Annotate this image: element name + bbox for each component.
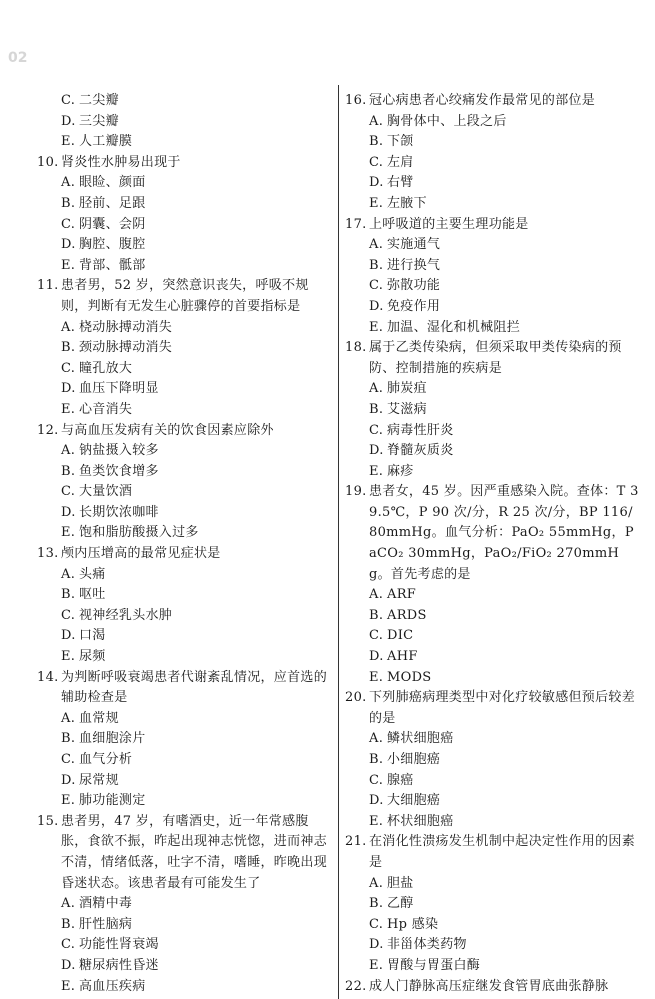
question-stem xyxy=(37,421,331,442)
option-text: 胃酸与胃蛋白酶 xyxy=(387,957,481,973)
question-number: 10. xyxy=(37,154,59,170)
answer-option xyxy=(37,441,331,462)
answer-option xyxy=(345,462,641,483)
option-label: C. xyxy=(61,752,76,767)
option-label: A. xyxy=(369,731,384,747)
answer-option xyxy=(345,297,641,318)
question-text: 患者男，52 岁，突然意识丧失，呼吸不规则，判断有无发生心脏骤停的首要指标是 xyxy=(61,278,309,314)
option-label: E. xyxy=(61,793,76,809)
answer-option xyxy=(37,626,331,647)
answer-option xyxy=(345,956,641,977)
question-stem xyxy=(345,215,641,236)
option-label: E. xyxy=(61,978,76,994)
question-item xyxy=(345,338,641,482)
option-label: C. xyxy=(61,937,76,953)
answer-option xyxy=(37,709,331,730)
answer-option xyxy=(37,235,331,256)
question-item xyxy=(37,91,331,153)
option-text: 呕吐 xyxy=(79,587,106,603)
question-number: 11. xyxy=(37,278,59,294)
answer-option xyxy=(345,585,641,606)
option-text: 血气分析 xyxy=(79,752,133,767)
question-text: 下列肺癌病理类型中对化疗较敏感但预后较差的是 xyxy=(369,690,636,726)
option-text: 肝性脑病 xyxy=(79,916,133,932)
option-label: E. xyxy=(369,813,384,829)
option-text: 桡动脉搏动消失 xyxy=(79,319,173,335)
option-text: AHF xyxy=(387,649,418,665)
option-label: E. xyxy=(61,257,76,273)
answer-option xyxy=(345,379,641,400)
option-label: B. xyxy=(369,134,384,150)
question-number: 22. xyxy=(345,978,367,994)
question-stem xyxy=(345,832,641,873)
question-stem xyxy=(345,977,641,998)
option-text: 胫前、足跟 xyxy=(79,195,146,211)
option-text: 三尖瓣 xyxy=(79,113,119,129)
page-number: 02 xyxy=(8,50,28,66)
answer-option xyxy=(37,318,331,339)
option-label: C. xyxy=(61,607,76,623)
answer-option xyxy=(37,482,331,503)
question-stem xyxy=(37,544,331,565)
answer-option xyxy=(345,729,641,750)
answer-option xyxy=(37,771,331,792)
option-text: 右臂 xyxy=(387,175,414,191)
question-number: 20. xyxy=(345,690,367,706)
answer-option xyxy=(345,256,641,277)
right-column xyxy=(345,91,641,997)
answer-option xyxy=(37,915,331,936)
option-label: D. xyxy=(61,113,76,129)
option-label: D. xyxy=(61,957,76,973)
answer-option xyxy=(345,915,641,936)
option-text: 视神经乳头水肿 xyxy=(79,607,173,623)
option-label: A. xyxy=(61,710,76,726)
question-text: 与高血压发病有关的饮食因素应除外 xyxy=(61,422,274,438)
question-item xyxy=(37,812,331,997)
option-text: 大量饮酒 xyxy=(79,484,133,500)
answer-option xyxy=(37,215,331,236)
left-column xyxy=(37,91,331,997)
answer-option xyxy=(345,812,641,833)
option-text: 眼睑、颜面 xyxy=(79,175,146,191)
option-text: ARF xyxy=(387,587,417,603)
option-text: 鳞状细胞癌 xyxy=(387,731,454,747)
option-text: 麻疹 xyxy=(387,463,414,479)
answer-option xyxy=(37,91,331,112)
answer-option xyxy=(345,668,641,689)
option-text: 腺癌 xyxy=(387,772,414,788)
option-text: 免疫作用 xyxy=(387,298,441,314)
option-label: D. xyxy=(61,381,76,397)
option-label: B. xyxy=(369,607,384,623)
option-label: D. xyxy=(369,937,384,953)
question-number: 19. xyxy=(345,484,367,500)
answer-option xyxy=(345,153,641,174)
option-label: E. xyxy=(369,669,384,685)
option-label: E. xyxy=(61,401,76,417)
option-label: A. xyxy=(369,113,384,129)
option-label: D. xyxy=(369,793,384,809)
question-text: 在消化性溃疡发生机制中起决定性作用的因素是 xyxy=(369,834,636,870)
answer-option xyxy=(37,791,331,812)
option-text: 人工瓣膜 xyxy=(79,134,133,150)
option-text: DIC xyxy=(387,628,414,644)
option-label: C. xyxy=(369,772,384,788)
option-label: B. xyxy=(369,752,384,767)
question-item xyxy=(37,544,331,668)
answer-option xyxy=(37,338,331,359)
answer-option xyxy=(345,750,641,771)
question-item xyxy=(37,421,331,545)
option-label: A. xyxy=(61,896,76,912)
option-text: 左腋下 xyxy=(387,195,427,211)
option-text: 非甾体类药物 xyxy=(387,937,467,953)
answer-option xyxy=(37,606,331,627)
question-stem xyxy=(345,91,641,112)
question-stem xyxy=(37,668,331,709)
option-label: D. xyxy=(61,772,76,788)
option-text: 血细胞涂片 xyxy=(79,731,146,747)
option-label: C. xyxy=(61,360,76,376)
answer-option xyxy=(37,359,331,380)
option-text: 下颌 xyxy=(387,134,414,150)
question-stem xyxy=(37,276,331,317)
option-text: 小细胞癌 xyxy=(387,752,441,767)
option-text: 钠盐摄入较多 xyxy=(79,443,159,459)
question-stem xyxy=(345,688,641,729)
question-item xyxy=(345,482,641,688)
option-text: MODS xyxy=(387,669,432,685)
option-label: D. xyxy=(369,175,384,191)
question-text: 冠心病患者心绞痛发作最常见的部位是 xyxy=(369,93,596,108)
answer-option xyxy=(37,256,331,277)
answer-option xyxy=(345,112,641,133)
answer-option xyxy=(37,647,331,668)
answer-option xyxy=(37,585,331,606)
option-text: 长期饮浓咖啡 xyxy=(79,504,159,520)
question-number: 21. xyxy=(345,834,367,850)
answer-option xyxy=(345,935,641,956)
answer-option xyxy=(345,400,641,421)
question-number: 18. xyxy=(345,340,367,356)
question-item xyxy=(345,215,641,339)
option-text: 尿常规 xyxy=(79,772,119,788)
answer-option xyxy=(345,791,641,812)
option-label: C. xyxy=(369,422,384,438)
option-label: A. xyxy=(61,319,76,335)
question-item xyxy=(345,688,641,832)
question-stem xyxy=(37,153,331,174)
option-label: C. xyxy=(61,484,76,500)
question-text: 患者女，45 岁。因严重感染入院。查体：T 39.5℃，P 90 次/分，R 25 次/分，BP 116/80mmHg。血气分析：PaO₂ 55mmHg，PaCO₂ 30mmHg，PaO₂/FiO₂ 270mmHg。首先考虑的是 xyxy=(369,484,639,582)
answer-option xyxy=(37,173,331,194)
option-text: 血常规 xyxy=(79,710,119,726)
option-text: 胆盐 xyxy=(387,875,414,891)
answer-option xyxy=(345,421,641,442)
option-text: 饱和脂肪酸摄入过多 xyxy=(79,525,199,541)
option-label: B. xyxy=(61,731,76,747)
answer-option xyxy=(345,441,641,462)
option-label: B. xyxy=(369,401,384,417)
answer-option xyxy=(345,235,641,256)
question-number: 12. xyxy=(37,422,59,438)
option-label: C. xyxy=(61,216,76,232)
question-text: 颅内压增高的最常见症状是 xyxy=(61,546,221,562)
option-text: 尿频 xyxy=(79,649,106,665)
answer-option xyxy=(345,647,641,668)
answer-option xyxy=(37,503,331,524)
option-text: 功能性肾衰竭 xyxy=(79,937,159,953)
answer-option xyxy=(345,606,641,627)
option-text: 加温、湿化和机械阻拦 xyxy=(387,319,521,335)
option-label: C. xyxy=(61,93,76,108)
option-text: 脊髓灰质炎 xyxy=(387,443,454,459)
option-text: 左肩 xyxy=(387,154,414,170)
answer-option xyxy=(37,750,331,771)
answer-option xyxy=(37,729,331,750)
question-text: 肾炎性水肿易出现于 xyxy=(61,154,181,170)
answer-option xyxy=(37,935,331,956)
option-label: D. xyxy=(369,443,384,459)
option-text: 乙醇 xyxy=(387,896,414,912)
answer-option xyxy=(37,565,331,586)
answer-option xyxy=(37,194,331,215)
question-item xyxy=(345,977,641,998)
question-number: 15. xyxy=(37,813,59,829)
option-text: 背部、骶部 xyxy=(79,257,146,273)
option-label: A. xyxy=(369,237,384,253)
option-text: 大细胞癌 xyxy=(387,793,441,809)
option-text: 心音消失 xyxy=(79,401,133,417)
option-text: Hp 感染 xyxy=(387,916,439,932)
option-label: E. xyxy=(61,134,76,150)
option-label: E. xyxy=(369,319,384,335)
question-item xyxy=(345,91,641,215)
option-label: D. xyxy=(369,649,384,665)
question-item xyxy=(37,153,331,277)
question-text: 属于乙类传染病，但须采取甲类传染病的预防、控制措施的疾病是 xyxy=(369,340,622,376)
option-text: 阴囊、会阴 xyxy=(79,216,146,232)
option-label: D. xyxy=(369,298,384,314)
option-label: E. xyxy=(369,195,384,211)
option-text: 进行换气 xyxy=(387,257,441,273)
answer-option xyxy=(345,194,641,215)
question-text: 成人门静脉高压症继发食管胃底曲张静脉 xyxy=(369,978,609,994)
answer-option xyxy=(37,379,331,400)
option-label: B. xyxy=(369,257,384,273)
option-text: 肺功能测定 xyxy=(79,793,146,809)
option-label: B. xyxy=(61,587,76,603)
option-text: 糖尿病性昏迷 xyxy=(79,957,159,973)
answer-option xyxy=(37,977,331,998)
option-label: D. xyxy=(61,237,76,253)
option-label: D. xyxy=(61,504,76,520)
answer-option xyxy=(345,276,641,297)
answer-option xyxy=(37,112,331,133)
option-text: 实施通气 xyxy=(387,237,441,253)
answer-option xyxy=(37,400,331,421)
option-label: B. xyxy=(61,463,76,479)
option-label: E. xyxy=(369,957,384,973)
question-item xyxy=(37,276,331,420)
question-item xyxy=(37,668,331,812)
option-label: A. xyxy=(61,443,76,459)
option-label: A. xyxy=(61,175,76,191)
option-text: 鱼类饮食增多 xyxy=(79,463,159,479)
question-stem xyxy=(37,812,331,894)
option-text: 病毒性肝炎 xyxy=(387,422,454,438)
option-label: E. xyxy=(369,463,384,479)
option-text: 杯状细胞癌 xyxy=(387,813,454,829)
option-text: 胸腔、腹腔 xyxy=(79,237,146,253)
column-divider xyxy=(338,85,339,999)
question-number: 13. xyxy=(37,546,59,562)
option-text: 颈动脉搏动消失 xyxy=(79,340,173,356)
answer-option xyxy=(37,956,331,977)
option-text: 艾滋病 xyxy=(387,401,427,417)
question-number: 14. xyxy=(37,669,59,685)
option-label: A. xyxy=(369,875,384,891)
option-label: E. xyxy=(61,649,76,665)
option-label: A. xyxy=(369,587,384,603)
option-label: B. xyxy=(61,195,76,211)
option-label: A. xyxy=(369,381,384,397)
answer-option xyxy=(345,894,641,915)
question-stem xyxy=(345,338,641,379)
option-text: 酒精中毒 xyxy=(79,896,133,912)
option-text: 肺炭疽 xyxy=(387,381,427,397)
question-number: 16. xyxy=(345,93,367,108)
option-label: C. xyxy=(369,628,384,644)
option-text: 头痛 xyxy=(79,566,106,582)
option-text: 瞳孔放大 xyxy=(79,360,133,376)
question-text: 为判断呼吸衰竭患者代谢紊乱情况，应首选的辅助检查是 xyxy=(61,669,328,706)
option-label: E. xyxy=(61,525,76,541)
answer-option xyxy=(37,462,331,483)
option-label: B. xyxy=(61,340,76,356)
answer-option xyxy=(345,173,641,194)
option-label: A. xyxy=(61,566,76,582)
question-item xyxy=(345,832,641,976)
answer-option xyxy=(37,132,331,153)
answer-option xyxy=(345,874,641,895)
option-text: 高血压疾病 xyxy=(79,978,146,994)
question-text: 患者男，47 岁，有嗜酒史，近一年常感腹胀，食欲不振，昨起出现神志恍惚，进而神志不清，情绪低落，吐字不清，嗜睡，昨晚出现昏迷状态。该患者最有可能发生了 xyxy=(61,813,328,891)
option-text: 二尖瓣 xyxy=(79,93,119,108)
answer-option xyxy=(345,626,641,647)
option-text: 口渴 xyxy=(79,628,106,644)
option-text: ARDS xyxy=(387,607,427,623)
option-label: B. xyxy=(369,896,384,912)
answer-option xyxy=(37,894,331,915)
option-text: 弥散功能 xyxy=(387,278,441,294)
option-label: D. xyxy=(61,628,76,644)
answer-option xyxy=(37,523,331,544)
answer-option xyxy=(345,771,641,792)
question-text: 上呼吸道的主要生理功能是 xyxy=(369,216,529,232)
answer-option xyxy=(345,318,641,339)
question-number: 17. xyxy=(345,216,367,232)
option-label: C. xyxy=(369,154,384,170)
option-label: B. xyxy=(61,916,76,932)
option-label: C. xyxy=(369,916,384,932)
question-stem xyxy=(345,482,641,585)
option-text: 血压下降明显 xyxy=(79,381,159,397)
answer-option xyxy=(345,132,641,153)
option-text: 胸骨体中、上段之后 xyxy=(387,113,507,129)
option-label: C. xyxy=(369,278,384,294)
